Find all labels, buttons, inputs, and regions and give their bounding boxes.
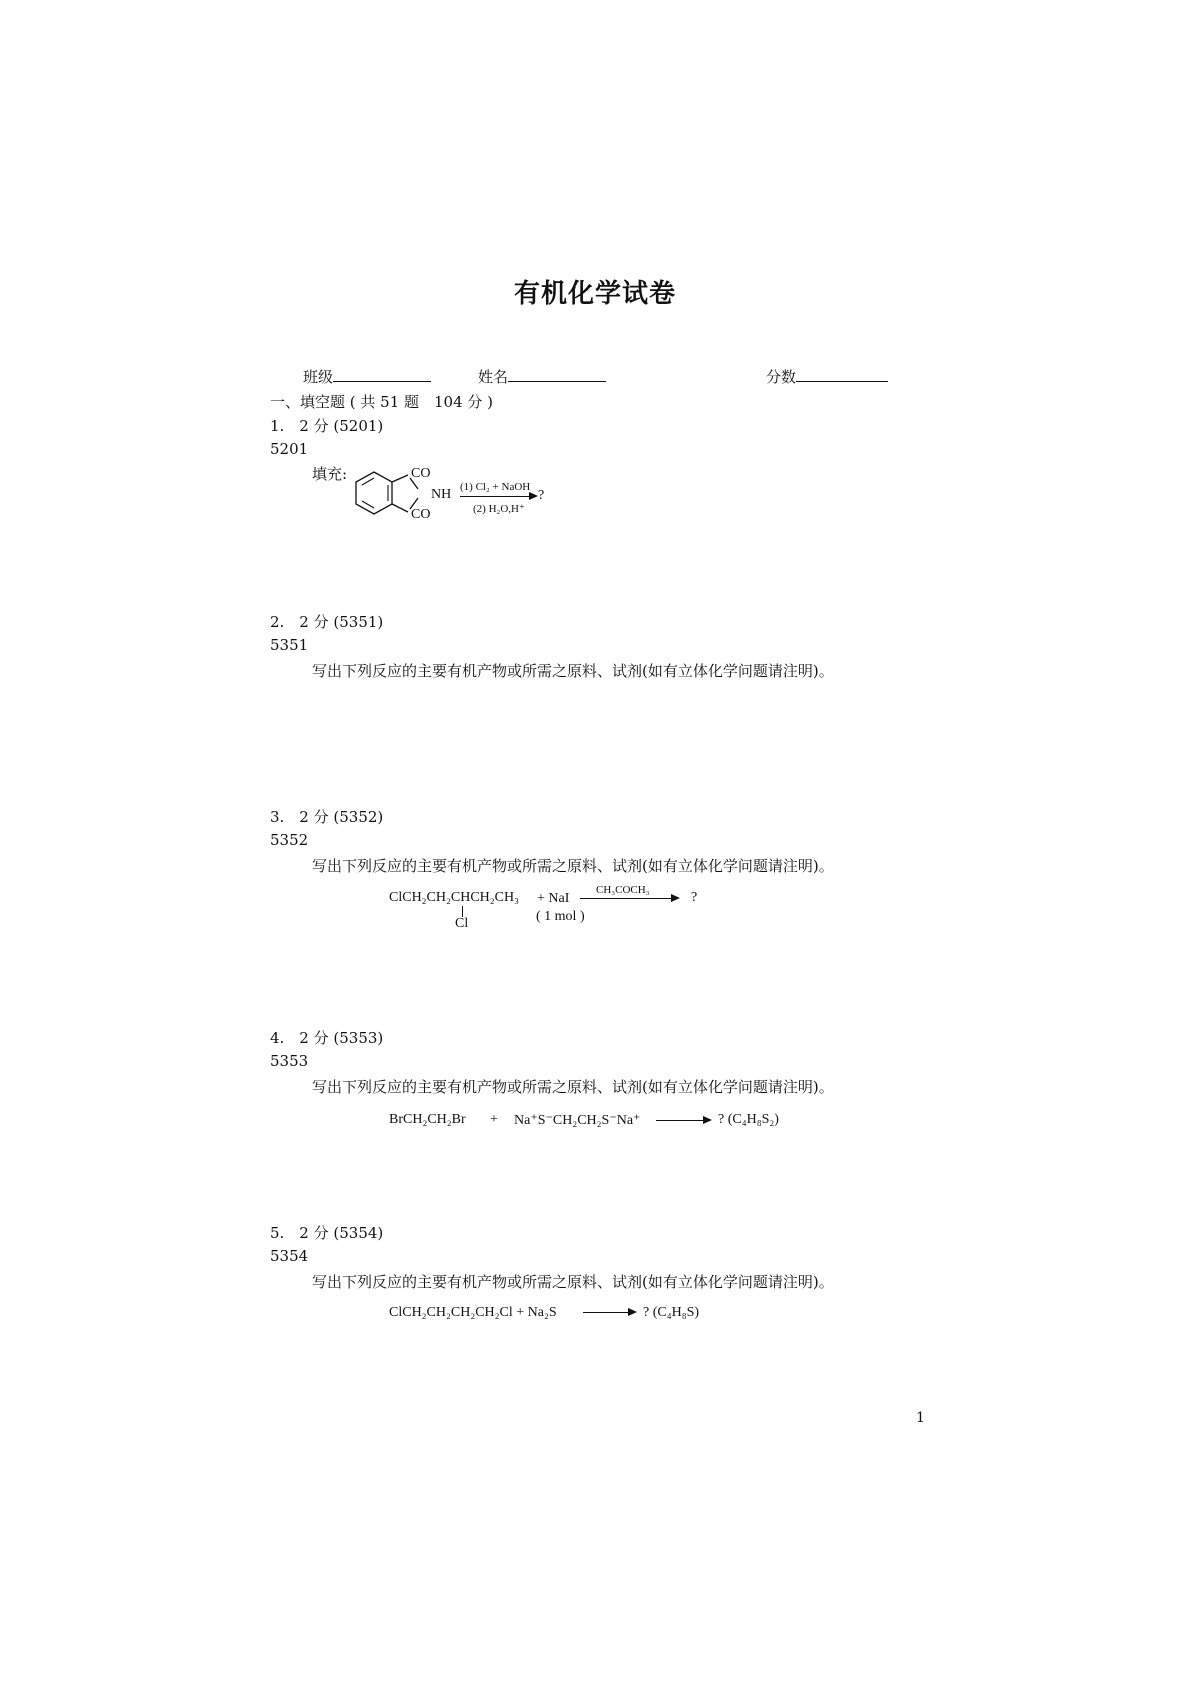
product-formula: ? (C₄H₈S) <box>643 1305 700 1320</box>
score-label: 分数 <box>766 368 797 386</box>
product-formula: ? (C₄H₈S₂) <box>718 1112 779 1127</box>
score-field <box>766 366 888 387</box>
reaction-arrow <box>656 1120 710 1121</box>
name-blank[interactable] <box>508 367 606 382</box>
product-unknown: ? <box>538 488 545 503</box>
question-3-code: 5352 <box>270 831 309 849</box>
question-1-code: 5201 <box>270 440 309 458</box>
class-field <box>303 366 431 387</box>
reaction-arrow <box>583 1312 635 1313</box>
question-4-heading: 4. 2 分 (5353) <box>270 1029 384 1047</box>
question-2-heading: 2. 2 分 (5351) <box>270 613 384 631</box>
question-5-heading: 5. 2 分 (5354) <box>270 1224 384 1242</box>
question-4-prompt: 写出下列反应的主要有机产物或所需之原料、试剂(如有立体化学问题请注明)。 <box>312 1078 834 1096</box>
product-unknown: ? <box>691 890 698 905</box>
question-4-code: 5353 <box>270 1052 309 1070</box>
section-heading: 一、填空题 ( 共 51 题 104 分 ) <box>270 393 494 411</box>
page-number: 1 <box>916 1410 925 1426</box>
question-3-prompt: 写出下列反应的主要有机产物或所需之原料、试剂(如有立体化学问题请注明)。 <box>312 857 834 875</box>
class-blank[interactable] <box>333 367 431 382</box>
question-5-prompt: 写出下列反应的主要有机产物或所需之原料、试剂(如有立体化学问题请注明)。 <box>312 1273 834 1291</box>
question-1-heading: 1. 2 分 (5201) <box>270 417 384 435</box>
reagent: + NaI <box>537 891 570 906</box>
substituent: Cl <box>455 916 469 931</box>
question-2-code: 5351 <box>270 636 309 654</box>
reagent-amount: ( 1 mol ) <box>536 909 585 924</box>
reactant: ClCH₂CH₂CHCH₂CH₃ <box>389 890 519 905</box>
reaction-arrow <box>580 898 678 899</box>
reagent-bottom: (2) H₂O,H⁺ <box>473 503 525 515</box>
page-title: 有机化学试卷 <box>513 279 676 309</box>
ring-carbonyl-bottom: CO <box>411 507 431 522</box>
name-field <box>478 366 606 387</box>
reagent-top: (1) Cl₂ + NaOH <box>460 481 531 493</box>
score-blank[interactable] <box>796 367 888 382</box>
reaction-arrow <box>460 496 536 497</box>
ring-carbonyl-top: CO <box>411 466 431 481</box>
question-5-code: 5354 <box>270 1247 309 1265</box>
reactant: BrCH₂CH₂Br <box>389 1112 466 1127</box>
name-label: 姓名 <box>478 368 509 386</box>
condition: CH₃COCH₃ <box>596 884 650 896</box>
class-label: 班级 <box>303 368 334 386</box>
ring-nh: NH <box>431 487 452 502</box>
question-2-prompt: 写出下列反应的主要有机产物或所需之原料、试剂(如有立体化学问题请注明)。 <box>312 662 834 680</box>
plus-sign: + <box>490 1112 498 1127</box>
question-3-heading: 3. 2 分 (5352) <box>270 808 384 826</box>
reagent: Na⁺S⁻CH₂CH₂S⁻Na⁺ <box>514 1113 641 1128</box>
reactants-equation: ClCH₂CH₂CH₂CH₂Cl + Na₂S <box>389 1305 557 1320</box>
question-1-prompt: 填充: <box>312 465 348 483</box>
